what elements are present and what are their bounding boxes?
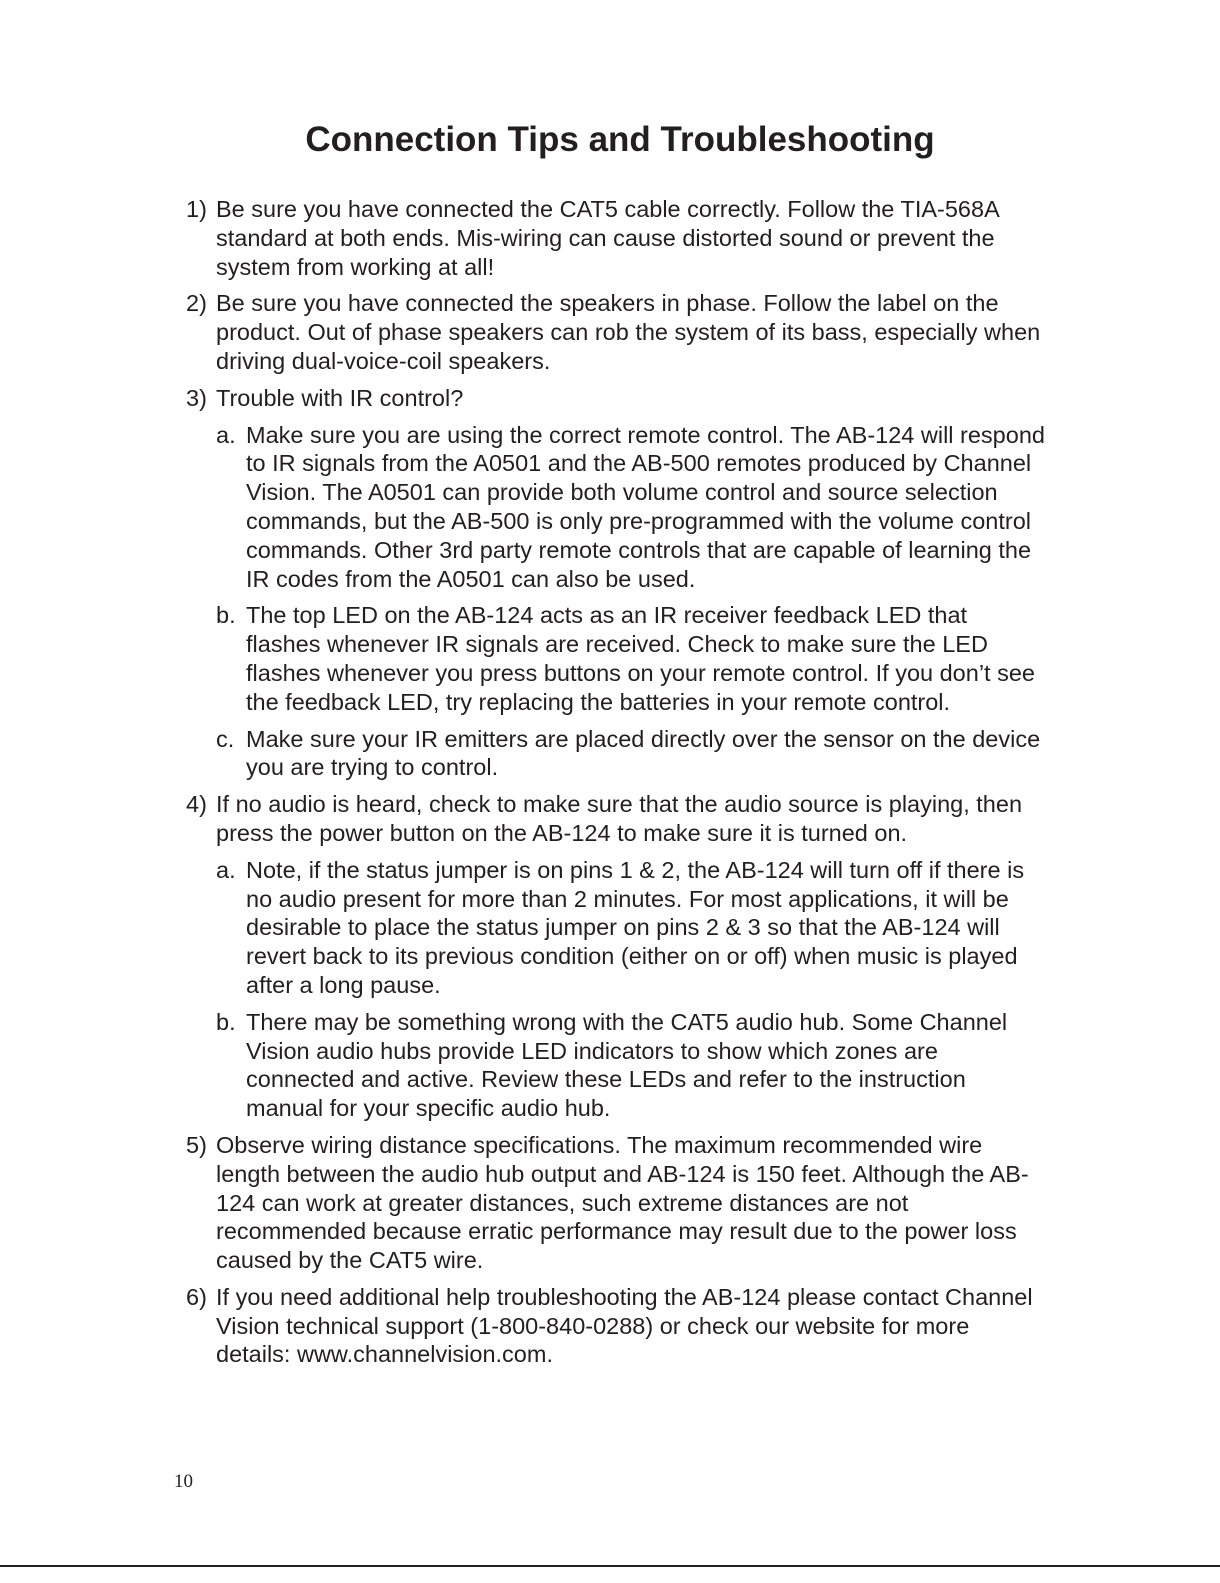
item-number: 3) [186, 384, 207, 411]
sub-item-text: Note, if the status jumper is on pins 1 & 2, the AB-124 will turn off if there is no audio present for more than 2 minutes. For most applications, it will be desirable to place the status jumper on pins 2 & 3 so that the AB-124 will revert back to its previous condition (either on or off) when music is played after a long pause. [246, 856, 1025, 998]
item-number: 1) [186, 196, 207, 222]
sub-item-text: The top LED on the AB-124 acts as an IR receiver feedback LED that flashes whenever IR signals are received. Check to make sure the LED flashes whenever you press buttons on your remote control. If you don’t see the feedback LED, try replacing the batteries in your remote control. [246, 602, 1035, 715]
item-body [216, 790, 1046, 1123]
item-text: Be sure you have connected the speakers in phase. Follow the label on the product. Out of phase speakers can rob the system of its bass, especially when driving dual-voice-coil speakers. [216, 290, 1041, 374]
sub-item-4b [216, 1008, 1046, 1123]
item-text: If no audio is heard, check to make sure that the audio source is playing, then press the power button on the AB-124 to make sure it is turned on. [216, 791, 1023, 846]
list-item-4 [186, 790, 1046, 1123]
sub-item-3c [216, 725, 1046, 783]
item-number: 4) [186, 791, 207, 818]
list-item-2 [186, 289, 1046, 375]
sub-item-text: Make sure you are using the correct remote control. The AB-124 will respond to IR signals from the A0501 and the AB-500 remotes produced by Channel Vision. The A0501 can provide both volume control and source selection commands, but the AB-500 is only pre-programmed with the volume control commands. Other 3rd party remote controls that are capable of learning the IR codes from the A0501 can also be used. [246, 421, 1045, 592]
sub-item-letter: b. [216, 1008, 236, 1035]
item-body [216, 384, 1046, 782]
list-item-5 [186, 1131, 1046, 1275]
item-number: 5) [186, 1131, 207, 1158]
bottom-divider [0, 1565, 1220, 1567]
sub-item-letter: c. [216, 725, 235, 752]
troubleshooting-list [186, 195, 1046, 1377]
sub-item-3a [216, 421, 1046, 594]
item-number: 2) [186, 290, 207, 317]
item-text: If you need additional help troubleshooting the AB-124 please contact Channel Vision technical support (1-800-840-0288) or check our website for more details: www.channelvision.com. [216, 1283, 1033, 1368]
item-text: Be sure you have connected the CAT5 cable correctly. Follow the TIA-568A standard at both ends. Mis-wiring can cause distorted sound or prevent the system from working at all! [216, 196, 999, 280]
sub-item-4a [216, 856, 1046, 1000]
item-text: Observe wiring distance specifications. The maximum recommended wire length between the audio hub output and AB-124 is 150 feet. Although the AB-124 can work at greater distances, such extreme distances are not recommended because erratic performance may result due to the power loss caused by the CAT5 wire. [216, 1131, 1029, 1274]
page-number: 10 [174, 1471, 193, 1492]
sub-item-3b [216, 601, 1046, 716]
page-title: Connection Tips and Troubleshooting [305, 120, 935, 159]
sub-item-letter: a. [216, 856, 236, 883]
sub-item-text: Make sure your IR emitters are placed directly over the sensor on the device you are trying to control. [246, 725, 1041, 781]
list-item-1 [186, 195, 1046, 281]
list-item-6 [186, 1283, 1046, 1369]
sub-item-letter: a. [216, 421, 236, 448]
sub-item-letter: b. [216, 602, 236, 629]
sub-item-text: There may be something wrong with the CAT5 audio hub. Some Channel Vision audio hubs provide LED indicators to show which zones are connected and active. Review these LEDs and refer to the instruction manual for your specific audio hub. [246, 1008, 1008, 1122]
list-item-3 [186, 384, 1046, 782]
item-number: 6) [186, 1283, 207, 1310]
item-text: Trouble with IR control? [216, 384, 464, 411]
